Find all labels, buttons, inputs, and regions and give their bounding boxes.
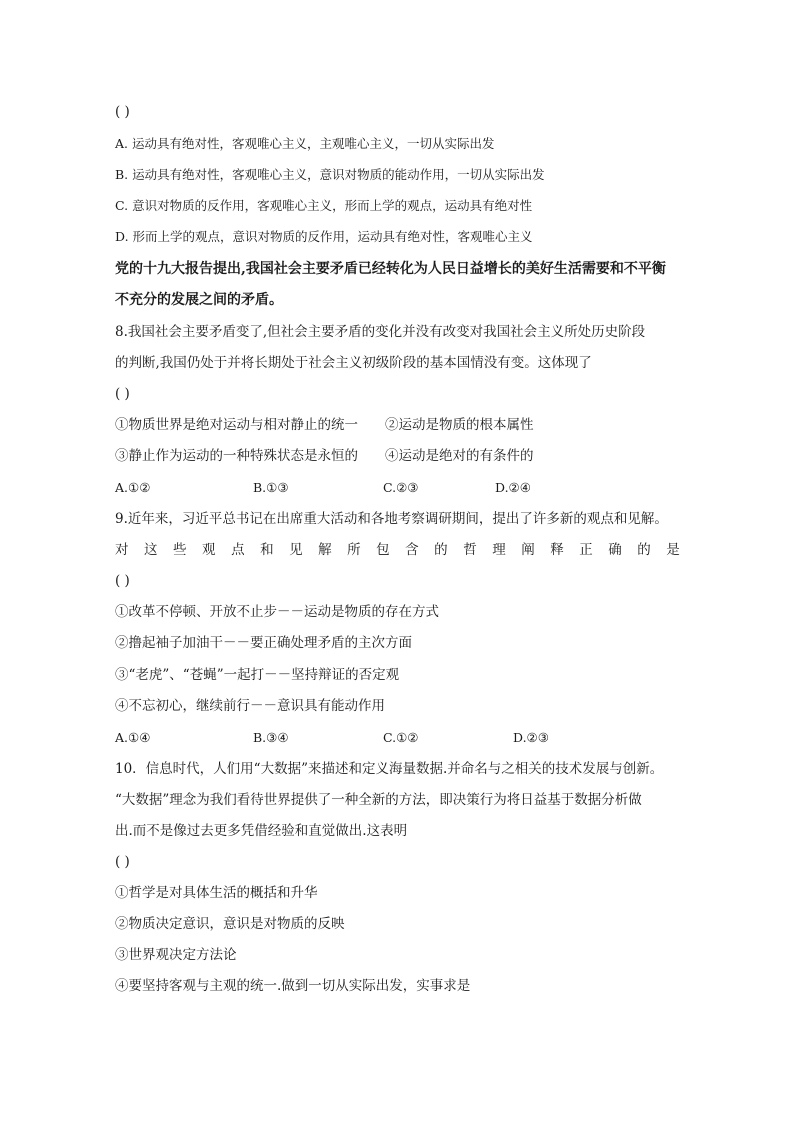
q10-statement-4: ④要坚持客观与主观的统一.做到一切从实际出发，实事求是 — [115, 978, 471, 994]
q8-stem-line-1: 8.我国社会主要矛盾变了,但社会主要矛盾的变化并没有改变对我国社会主义所处历史阶段 — [115, 324, 646, 340]
q8-statement-3: ③静止作为运动的一种特殊状态是永恒的 — [115, 448, 358, 464]
q8-choices — [115, 479, 531, 497]
q9-char: 确 — [608, 542, 622, 558]
q10-statement-3: ③世界观决定方法论 — [115, 947, 237, 963]
q9-char: 些 — [173, 542, 187, 558]
q9-char: 含 — [405, 542, 419, 558]
q8-choice-a: A.①② — [115, 480, 151, 495]
q9-char: 点 — [231, 542, 245, 558]
q10-stem-line-3: 出.而不是像过去更多凭借经验和直觉做出.这表明 — [115, 823, 408, 839]
q8-stem-line-2: 的判断,我国仍处于并将长期处于社会主义初级阶段的基本国情没有变。这体现了 — [115, 355, 592, 371]
q9-choice-b: B.③④ — [253, 730, 289, 745]
q9-char: 这 — [144, 542, 158, 558]
q9-char: 理 — [492, 542, 506, 558]
q9-char: 见 — [289, 542, 303, 558]
q9-choice-a: A.①④ — [115, 730, 151, 745]
q9-statement-3: ③“老虎”、“苍蝇”一起打－－坚持辩证的否定观 — [115, 667, 400, 683]
q7-option-b: B. 运动具有绝对性，客观唯心主义，意识对物质的能动作用，一切从实际出发 — [115, 167, 545, 182]
q9-char: 正 — [579, 542, 593, 558]
q9-char: 的 — [434, 542, 448, 558]
q7-option-c: C. 意识对物质的反作用，客观唯心主义，形而上学的观点，运动具有绝对性 — [115, 198, 533, 213]
q10-statement-1: ①哲学是对具体生活的概括和升华 — [115, 885, 318, 901]
q9-char: 哲 — [463, 542, 477, 558]
q9-statement-1: ①改革不停顿、开放不止步－－运动是物质的存在方式 — [115, 604, 439, 620]
q9-char: 包 — [376, 542, 390, 558]
q9-stem-line-2 — [115, 541, 680, 559]
q9-stem-line-1: 9.近年来，习近平总书记在出席重大活动和各地考察调研期间，提出了许多新的观点和见解。 — [115, 511, 668, 527]
q8-choice-c: C.②③ — [383, 480, 419, 495]
intro-line-1: 党的十九大报告提出,我国社会主要矛盾已经转化为人民日益增长的美好生活需要和不平衡 — [115, 261, 666, 277]
q9-choices — [115, 729, 549, 747]
intro-line-2: 不充分的发展之间的矛盾。 — [115, 292, 283, 308]
q9-char: 观 — [202, 542, 216, 558]
q9-char: 和 — [260, 542, 274, 558]
q8-statement-4: ④运动是绝对的有条件的 — [385, 448, 534, 464]
q10-statement-2: ②物质决定意识，意识是对物质的反映 — [115, 916, 345, 932]
q9-char: 阐 — [521, 542, 535, 558]
q10-stem-line-2: “大数据”理念为我们看待世界提供了一种全新的方法，即决策行为将日益基于数据分析做 — [115, 792, 642, 808]
q7-answer-bracket: ( ) — [115, 104, 130, 120]
q9-choice-d: D.②③ — [513, 730, 549, 745]
q8-statement-row-2 — [115, 447, 534, 465]
q8-answer-bracket: ( ) — [115, 386, 130, 402]
q9-statement-4: ④不忘初心，继续前行－－意识具有能动作用 — [115, 698, 385, 714]
q7-option-a: A. 运动具有绝对性，客观唯心主义，主观唯心主义，一切从实际出发 — [115, 136, 495, 151]
q8-statement-2: ②运动是物质的根本属性 — [385, 417, 534, 433]
q8-statement-1: ①物质世界是绝对运动与相对静止的统一 — [115, 417, 358, 433]
q9-char: 对 — [115, 542, 129, 558]
q9-statement-2: ②撸起袖子加油干－－要正确处理矛盾的主次方面 — [115, 635, 412, 651]
q10-answer-bracket: ( ) — [115, 854, 130, 870]
q9-char: 释 — [550, 542, 564, 558]
q9-char: 是 — [666, 542, 680, 558]
q7-option-d: D. 形而上学的观点，意识对物质的反作用，运动具有绝对性，客观唯心主义 — [115, 229, 533, 244]
q10-stem-line-1: 10．信息时代，人们用“大数据”来描述和定义海量数据.并命名与之相关的技术发展与创新。 — [115, 761, 664, 777]
q9-char: 所 — [347, 542, 361, 558]
q8-choice-d: D.②④ — [495, 480, 531, 495]
q9-char: 解 — [318, 542, 332, 558]
q8-statement-row-1 — [115, 416, 534, 434]
q8-choice-b: B.①③ — [253, 480, 289, 495]
q9-answer-bracket: ( ) — [115, 573, 130, 589]
q9-char: 的 — [637, 542, 651, 558]
q9-choice-c: C.①② — [383, 730, 419, 745]
